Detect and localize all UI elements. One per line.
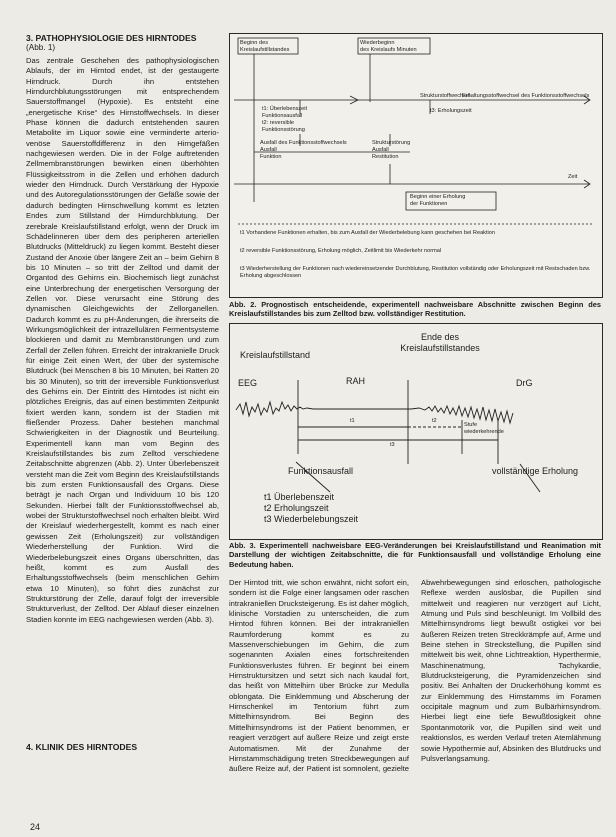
- figure-3-caption: Abb. 3. Experimentell nachweisbare EEG-Veränderungen bei Kreislaufstillstand und Reanimation mit Darstellung der wichtigen Zeitabschnitte, die für Funktionsausfall und vollständige Erholung eine Bedeutung haben.: [229, 541, 601, 569]
- figure-3: [229, 323, 603, 540]
- fig2-legend-3: t3 Wiederherstellung der Funktionen nach wiedereinsetzender Durchblutung, Restitution vollständig oder Erholungszeit mit Restschaden bzw. Erholung abgeschlossen: [240, 266, 591, 279]
- fig3-label-stufe: Stufe wiederkehrende: [464, 422, 504, 435]
- fig2-label-erhaltung: Erhaltungsstoffwechsel des Funktionsstoffwechsels: [462, 93, 590, 99]
- fig2-label-mid-left: Ausfall des Funktionsstoffwechsels Ausfall Funktion: [260, 140, 347, 160]
- fig3-legend: t1 Überlebenszeit t2 Erholungszeit t3 Wiederbelebungszeit: [264, 492, 359, 524]
- fig3-label-t3: t3: [390, 442, 395, 448]
- fig2-label-mid-right: Strukturstörung Ausfall Restitution: [372, 140, 411, 160]
- fig2-label-t3: t3: Erholungszeit: [430, 108, 472, 114]
- fig2-label-restart: Wiederbeginn des Kreislaufs Minuten: [360, 40, 417, 53]
- fig2-label-recovery: Beginn einer Erholung der Funktionen: [410, 194, 466, 207]
- section-3-subheading: (Abb. 1): [26, 43, 56, 52]
- section-3-heading: 3. PATHOPHYSIOLOGIE DES HIRNTODES: [26, 33, 197, 43]
- fig3-label-end: Ende des Kreislaufstillstandes: [400, 332, 480, 353]
- fig3-label-vollst: vollständige Erholung: [492, 466, 579, 476]
- fig3-label-start: Kreislaufstillstand: [240, 350, 311, 360]
- fig2-label-start: Beginn des Kreislaufstillstandes: [240, 40, 290, 53]
- page-number: 24: [30, 822, 41, 832]
- section-4-body-col-1: Der Hirntod tritt, wie schon erwähnt, nicht sofort ein, sondern ist die Folge einer langsamen oder raschen intrakraniellen Drucksteigerung. Es ist daher möglich, klinische Vorstadien zu unterscheiden, die zum Hirntod führen können. Bei der intrakraniellen Raumforderung kommt es zu Massenverschiebungen im Gehirn, die zum sogenannten Axialen eines fortschreitenden Funktionsverlustes führen. Er beginnt bei einem Hirnstruktursitzen und setzt sich nach kaudal fort, das heißt von Mittelhirn über Brücke zur Medulla oblongata. Die Einklemmung und Abscherung der Hirnschenkel im Tentorium führt zum Mittelhirnsyndrom. Bei Beginn des Mittelhirnsyndroms ist der Patient benommen, er reagiert verzögert auf äußere Reize und zeigt erste Automatismen. Mit der Zunahme der Hirnstammschädigung treten Streckbewegungen auf äußere Reize auf, der Patient ist somnolent, gezielte Abwehrbewegungen sind erloschen, pathologische Reflexe werden auslösbar, die Pupillen sind mittelweit und reagieren nur verzögert auf Licht, Atmung und Puls sind beschleunigt. Im Vollbild des Mittelhirnsyndroms liegt bewußt ostigkei vor bei äußeren Reizen treten Streckkrämpfe auf, Arme und Beine stehen in Streckstellung, die Pupillen sind mittelweit bis weit, ohne Lichtreaktion, Hyperthermie, Maschinenatmung, Tachykardie, Blutdrucksteigerung, die Pyramidenzeichen sind positiv. Bei Anhalten der Druckerhöhung kommt es zur Einklemmung des Hirnstamms im Foramen occipitale magnum und zum Bulbärhirnsyndrom. Hierbei liegt eine tiefe Bewußtlosigkeit ohne Spontanmotorik vor, die Pupillen sind weit und reaktionslos, es werden Verlauf treten Atemlähmung sowie Hypothermie auf, Absinken des Blutdrucks und Pulsverlangsamung.: [229, 578, 601, 774]
- figure-2: [229, 33, 603, 298]
- fig3-label-erholung: DrG: [516, 378, 533, 388]
- figure-2-caption: Abb. 2. Prognostisch entscheidende, experimentell nachweisbare Abschnitte zwischen Beginn des Kreislaufstillstandes bis zum Zelltod bzw. vollständiger Restitution.: [229, 300, 601, 319]
- fig3-label-eeg: EEG: [238, 378, 258, 388]
- fig2-label-zeit: Zeit: [568, 174, 578, 180]
- fig2-label-t1: t1: Überlebenszeit Funktionsausfall t2: reversible Funktionsstörung: [262, 106, 308, 133]
- fig2-label-struktur: Strukturstoffwechsel: [420, 93, 471, 99]
- figure-2-diagram: [230, 34, 602, 297]
- fig3-label-funktion: Funktionsausfall: [288, 466, 354, 476]
- fig3-label-t2: t2: [432, 418, 437, 424]
- fig3-label-ruhe: RAH: [346, 376, 366, 386]
- fig2-legend-1: t1 Vorhandene Funktionen erhalten, bis zum Ausfall der Wiederbelebung kann geschehen bei Reaktion: [240, 230, 495, 236]
- fig2-legend-2: t2 reversible Funktionsstörung, Erholung möglich, Zeitlimit bis Wiederkehr normal: [240, 248, 442, 254]
- section-3-body: Das zentrale Geschehen des pathophysiologischen Ablaufs, der im Hirntod endet, ist der gestaugerte Hirndruck. Durch ihn entstehen Hirndurchblutungsstörungen mit entsprechendem Sauerstoffmangel (Hypoxie). Es entsteht eine „energetische Krise“ des Hirnstoffwechsels. In dieser Phase können die dadurch entstehenden sauren Metabolite im Liquor sowie eine verminderte arterio-venöse Sauerstoffdifferenz in den Hirngefäßen nachgewiesen werden. Die in der Folge auftretenden Zellmembranstörungen bewirken einen überhöhten Flüssigkeitsstrom in die Zellen und erhöhen dadurch wieder den Hirndruck. Durch Verstärkung der Hypoxie und des Autoregulationsstörungen der Gefäße sowie der dadurch bedingten Hirnschwellung kommt es letzten Endes zum Stillstand der Hirndurchblutung. Der zerebrale Kreislaufstillstand erfolgt, wenn der Druck im Schädelinneren über dem des peripheren arteriellen Blutdrucks (Mitteldruck) zu liegen kommt. Besteht dieser Zustand der Anoxie über längere Zeit an – beim Gehirn 8 bis 10 Minuten – so tritt der Zelltod und damit der Organtod des Gehirns ein. Biochemisch liegt zunächst eine Unterbrechung der energetischen Versorgung der Zellen vor. Diese verursacht eine Störung des dynamischen Gleichgewichts der Zellorganellen. Dadurch kommt es zu pH-Änderungen, die ihrerseits die Wirkungsmöglichkeit der intrazellulären Fermentsysteme blockieren und damit zu Membranstörungen und zum Zerfall der Zellen führen. Erreicht der intrakranielle Druck für einige Zeit einen Wert, der über der systemische Blutdruck (bei Menschen 8 bis 10 Minuten, bei Ratten 20 bis 30 Minuten), so tritt der irreversible Funktionsverlust des Gehirns ein. Der Eintritt des Hirntodes ist nicht ein plötzliches Ereignis, das auf einen bestimmten Zeitpunkt fixiert werden kann, sondern ist der Stadien mit fließender Prozess. Daher bestehen manchmal Schwierigkeiten in der Diagnostik und Beurteilung. Experimentell kann man vom Beginn des Kreislaufstillstandes bis zum Zelltod verschiedene Zeitabschnitte abgrenzen (Abb. 2). Unter Überlebenszeit versteht man die Zeit vom Beginn des Kreislaufstillstands bis zum ersten Funktionsausfall des Organs. Diese beträgt je nach Organ und Individuum 10 bis 120 Sekunden. Hierbei fällt der Funktionsstoffwechsel ab, wobei der Strukturstoffwechsel noch erhalten bleibt. Wird der Kreislauf wiederhergestellt, kommt es nach einer gewissen Zeit (Erholungszeit) zur vollständigen Wiederherstellung der Funktion. Wird die Wiederbelebungszeit eines Organs überschritten, das heißt, kommt es zum Ausfall des Erhaltungsstoffwechsels (beim menschlichen Gehirn etwa 10 Minuten), so führt dies zunächst zur Strukturstörung der Zelle, darauf folgt der irreversible Strukturverlust, der Zelltod. Der Ablauf dieser einzelnen Stadien konnte im EEG nachgewiesen werden (Abb. 3).: [26, 56, 219, 624]
- fig3-label-t1: t1: [350, 418, 355, 424]
- fig3-eeg-trace: [236, 402, 513, 423]
- section-4-heading: 4. KLINIK DES HIRNTODES: [26, 742, 138, 752]
